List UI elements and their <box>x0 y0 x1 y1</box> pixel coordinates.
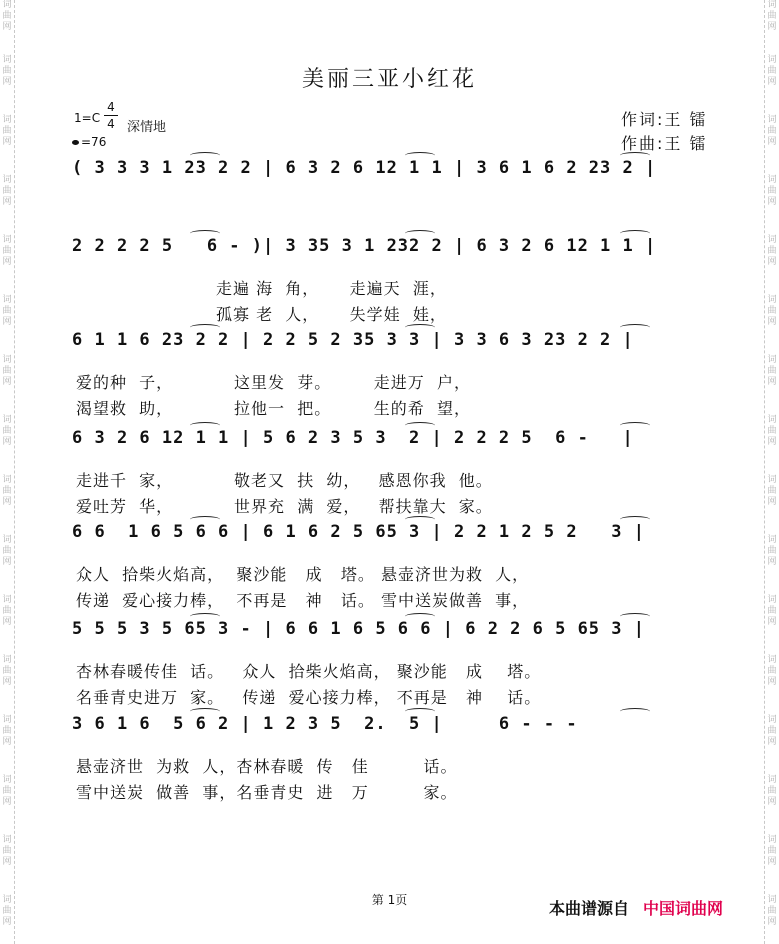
watermark-text: 词 曲 网 <box>2 835 12 867</box>
lyric-line: 名垂青史进万 家。 传递 爱心接力棒， 不再是 神 话。 <box>76 688 542 707</box>
key-signature: 1=C <box>74 111 101 125</box>
page-number: 第 1页 <box>371 893 408 907</box>
watermark-text: 词 曲 网 <box>2 895 12 927</box>
watermark-text: 词 曲 网 <box>767 175 777 207</box>
slur-mark <box>405 152 435 159</box>
notation-row: 3 6 1 6 5 6 2 | 1 2 3 5 2. 5 | 6 - - - <box>72 714 623 734</box>
slur-mark <box>620 516 650 523</box>
watermark-text: 词 曲 网 <box>2 115 12 147</box>
watermark-text: 词 曲 网 <box>767 535 777 567</box>
slur-mark <box>190 230 220 237</box>
watermark-text: 词 曲 网 <box>2 355 12 387</box>
slur-mark <box>620 708 650 715</box>
lyric-line: 雪中送炭 做善 事，名垂青史 进 万 家。 <box>76 783 458 802</box>
watermark-text: 词 曲 网 <box>767 835 777 867</box>
slur-mark <box>190 324 220 331</box>
lyric-line: 爱的种 子， 这里发 芽。 走进万 户， <box>76 373 471 392</box>
lyric-line: 渴望救 助， 拉他一 把。 生的希 望， <box>76 399 471 418</box>
slur-mark <box>620 324 650 331</box>
watermark-text: 词 曲 网 <box>767 55 777 87</box>
lyric-line: 悬壶济世 为救 人，杏林春暖 传 佳 话。 <box>76 757 458 776</box>
slur-mark <box>620 152 650 159</box>
slur-mark <box>405 230 435 237</box>
watermark-text: 词 曲 网 <box>767 0 777 32</box>
watermark-text: 词 曲 网 <box>767 355 777 387</box>
lyric-line: 走进千 家， 敬老又 扶 幼， 感恩你我 他。 <box>76 471 493 490</box>
notation-row: 6 6 1 6 5 6 6 | 6 1 6 2 5 65 3 | 2 2 1 2 5 2 3 | <box>72 522 645 542</box>
slur-mark <box>190 152 220 159</box>
quarter-note-icon <box>72 140 79 145</box>
slur-mark <box>405 324 435 331</box>
notation-row: ( 3 3 3 1 23 2 2 | 6 3 2 6 12 1 1 | 3 6 1 6 2 23 2 | <box>72 158 657 178</box>
slur-mark <box>405 516 435 523</box>
watermark-text: 词 曲 网 <box>2 235 12 267</box>
watermark-text: 词 曲 网 <box>2 0 12 32</box>
watermark-text: 词 曲 网 <box>767 415 777 447</box>
slur-mark <box>405 708 435 715</box>
lyric-line: 传递 爱心接力棒， 不再是 神 话。 雪中送炭做善 事， <box>76 591 530 610</box>
slur-mark <box>190 422 220 429</box>
lyric-line: 爱吐芳 华， 世界充 满 爱， 帮扶靠大 家。 <box>76 497 493 516</box>
watermark-text: 词 曲 网 <box>2 295 12 327</box>
watermark-text: 词 曲 网 <box>2 775 12 807</box>
notation-row: 5 5 5 3 5 65 3 - | 6 6 1 6 5 6 6 | 6 2 2 6 5 65 3 | <box>72 619 645 639</box>
watermark-text: 词 曲 网 <box>767 715 777 747</box>
lyric-line: 孤寡 老 人， 失学娃 娃， <box>76 305 447 324</box>
watermark-text: 词 曲 网 <box>2 175 12 207</box>
slur-mark <box>405 613 435 620</box>
notation-row: 6 1 1 6 23 2 2 | 2 2 5 2 35 3 3 | 3 3 6 3 23 2 2 | <box>72 330 634 350</box>
slur-mark <box>190 516 220 523</box>
watermark-text: 词 曲 网 <box>2 535 12 567</box>
watermark-text: 词 曲 网 <box>767 895 777 927</box>
watermark-text: 词 曲 网 <box>2 475 12 507</box>
watermark-text: 词 曲 网 <box>2 55 12 87</box>
slur-mark <box>190 708 220 715</box>
watermark-text: 词 曲 网 <box>767 235 777 267</box>
watermark-text: 词 曲 网 <box>2 655 12 687</box>
watermark-text: 词 曲 网 <box>2 415 12 447</box>
time-signature: 4 4 <box>104 100 118 131</box>
slur-mark <box>620 422 650 429</box>
slur-mark <box>405 422 435 429</box>
lyricist-credit: 作词:王 镭 <box>621 110 708 129</box>
watermark-text: 词 曲 网 <box>767 295 777 327</box>
slur-mark <box>620 230 650 237</box>
watermark-text: 词 曲 网 <box>767 775 777 807</box>
watermark-text: 词 曲 网 <box>767 655 777 687</box>
notation-row: 2 2 2 2 5 6 - )| 3 35 3 1 232 2 | 6 3 2 6 12 1 1 | <box>72 236 657 256</box>
lyric-line: 众人 拾柴火焰高， 聚沙能 成 塔。 悬壶济世为救 人， <box>76 565 530 584</box>
watermark-text: 词 曲 网 <box>2 595 12 627</box>
watermark-text: 词 曲 网 <box>767 115 777 147</box>
watermark-text: 词 曲 网 <box>767 475 777 507</box>
tempo-marking: =76 <box>72 135 106 149</box>
source-credit: 本曲谱源自 中国词曲网 <box>549 899 724 918</box>
brand-link[interactable]: 中国词曲网 <box>643 899 724 918</box>
expression-marking: 深情地 <box>127 120 167 135</box>
song-title: 美丽三亚小红花 <box>301 67 477 92</box>
watermark-text: 词 曲 网 <box>2 715 12 747</box>
slur-mark <box>620 613 650 620</box>
notation-row: 6 3 2 6 12 1 1 | 5 6 2 3 5 3 2 | 2 2 2 5 6 - | <box>72 428 634 448</box>
slur-mark <box>190 613 220 620</box>
lyric-line: 走遍 海 角， 走遍天 涯， <box>76 279 447 298</box>
watermark-text: 词 曲 网 <box>767 595 777 627</box>
lyric-line: 杏林春暖传佳 话。 众人 拾柴火焰高， 聚沙能 成 塔。 <box>76 662 542 681</box>
composer-credit: 作曲:王 镭 <box>621 134 708 153</box>
